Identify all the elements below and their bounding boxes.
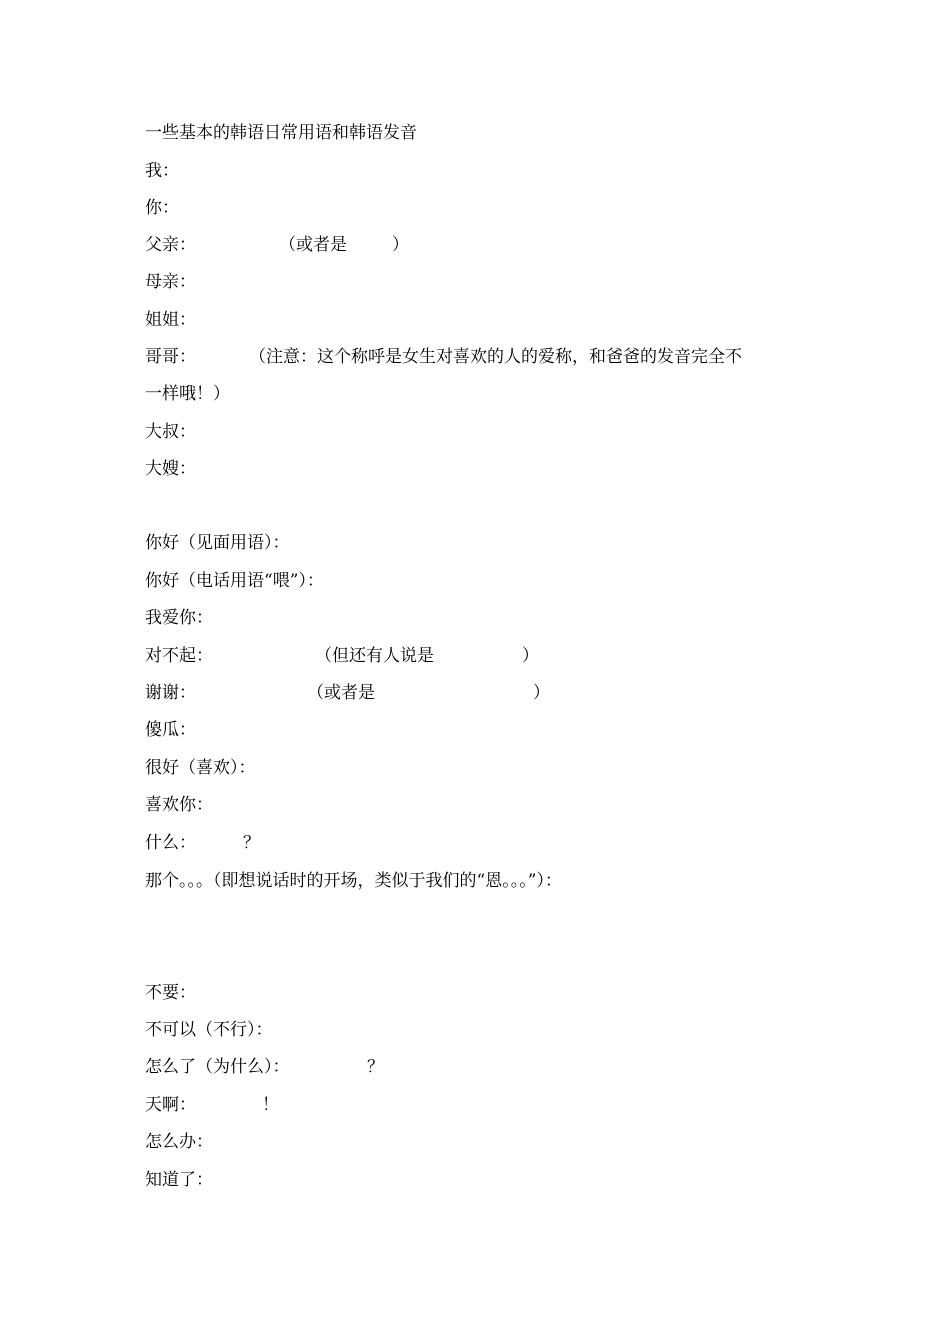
vocab-line-you: 你： bbox=[145, 198, 179, 218]
vocab-line-hello: 你好（见面用语）： bbox=[145, 533, 290, 553]
note-father-alt: （或者是 bbox=[279, 235, 347, 255]
note-sorry-close: ） bbox=[522, 646, 539, 666]
vocab-line-uncle: 大叔： bbox=[145, 422, 196, 442]
term-father: 父亲： bbox=[145, 235, 196, 255]
vocab-line-what-to-do: 怎么办： bbox=[145, 1132, 213, 1152]
mark-oh-my-exclamation: ！ bbox=[262, 1095, 279, 1115]
note-father-close: ） bbox=[392, 235, 409, 255]
vocab-line-me: 我： bbox=[145, 161, 179, 181]
vocab-line-dont: 不要： bbox=[145, 983, 196, 1003]
mark-what-question: ？ bbox=[243, 833, 260, 853]
term-what: 什么： bbox=[145, 833, 196, 853]
term-thanks: 谢谢： bbox=[145, 683, 196, 703]
vocab-line-i-love-you: 我爱你： bbox=[145, 608, 213, 628]
vocab-line-fool: 傻瓜： bbox=[145, 720, 196, 740]
vocab-line-got-it: 知道了： bbox=[145, 1170, 213, 1190]
term-brother: 哥哥： bbox=[145, 347, 196, 367]
vocab-line-very-good: 很好（喜欢）： bbox=[145, 758, 256, 778]
vocab-line-like-you: 喜欢你： bbox=[145, 795, 213, 815]
mark-whats-wrong-question: ？ bbox=[367, 1057, 384, 1077]
vocab-line-hello-phone: 你好（电话用语“喂”）： bbox=[145, 571, 324, 591]
note-brother: （注意：这个称呼是女生对喜欢的人的爱称，和爸爸的发音完全不 bbox=[249, 347, 742, 367]
note-brother-continued: 一样哦！） bbox=[145, 384, 230, 404]
note-sorry-alt: （但还有人说是 bbox=[315, 646, 434, 666]
note-thanks-alt: （或者是 bbox=[307, 683, 375, 703]
vocab-line-sister: 姐姐： bbox=[145, 310, 196, 330]
term-whats-wrong: 怎么了（为什么）： bbox=[145, 1057, 290, 1077]
vocab-line-well: 那个。。。（即想说话时的开场，类似于我们的“恩。。。”）： bbox=[145, 871, 562, 891]
vocab-line-cannot: 不可以（不行）： bbox=[145, 1020, 273, 1040]
note-thanks-close: ） bbox=[533, 683, 550, 703]
term-sorry: 对不起： bbox=[145, 646, 213, 666]
vocab-line-aunt: 大嫂： bbox=[145, 459, 196, 479]
vocab-line-mother: 母亲： bbox=[145, 272, 196, 292]
term-oh-my: 天啊： bbox=[145, 1095, 196, 1115]
document-title: 一些基本的韩语日常用语和韩语发音 bbox=[145, 123, 417, 143]
